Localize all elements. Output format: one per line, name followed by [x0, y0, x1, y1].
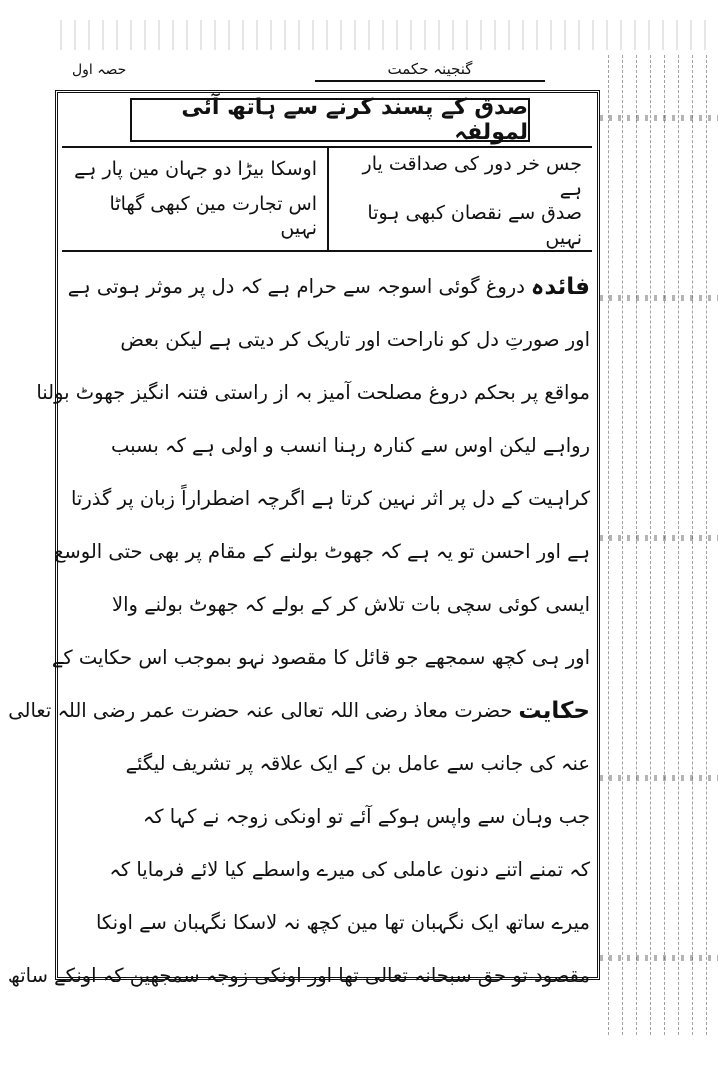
margin-scribble — [650, 55, 651, 1035]
margin-scribble — [664, 55, 665, 1035]
body-line-text: حضرت معاذ رضی اللہ تعالی عنہ حضرت عمر رضی اللہ تعالی — [8, 699, 513, 722]
page-noise — [60, 20, 710, 50]
body-line: عنہ کی جانب سے عامل بن کے ایک علاقہ پر تشریف لیگئے — [125, 752, 590, 775]
margin-scribble — [600, 115, 718, 121]
handwritten-margin-notes-icon — [600, 55, 718, 1035]
margin-scribble — [608, 55, 609, 1035]
verse-line: اوسکا بیڑا دو جہان مین پار ہے — [74, 157, 317, 180]
body-line — [8, 684, 590, 737]
body-line: اور ہی کچھ سمجھے جو قائل کا مقصود نہو بموجب اس حکایت کے — [51, 646, 590, 669]
body-line: ہے اور احسن تو یہ ہے کہ جھوٹ بولنے کے مقام پر بھی حتی الوسع — [54, 540, 590, 563]
body-line: کہ تمنے اتنے دنون عاملی کی میرے واسطے کیا لائے فرمایا کہ — [109, 858, 590, 881]
body-line — [68, 260, 590, 313]
margin-scribble — [678, 55, 679, 1035]
margin-scribble — [600, 775, 718, 781]
margin-scribble — [636, 55, 637, 1035]
heading-word-hikayat: حکایت — [518, 697, 590, 724]
verse-table — [62, 146, 592, 252]
margin-scribble — [600, 955, 718, 961]
margin-scribble — [622, 55, 623, 1035]
margin-scribble — [600, 535, 718, 541]
body-line-text: دروغ گوئی اسوجہ سے حرام ہے کہ دل پر موثر ہوتی ہے — [67, 275, 525, 298]
body-line: ایسی کوئی سچی بات تلاش کر کے بولے کہ جھوٹ بولنے والا — [112, 593, 590, 616]
body-line: جب وہان سے واپس ہوکے آئے تو اونکی زوجہ نے کہا کہ — [142, 805, 590, 828]
running-header-title: گنجینہ حکمت — [315, 60, 545, 82]
verse-column-right — [327, 148, 592, 250]
body-line: میرے ساتھ ایک نگہبان تھا مین کچھ نہ لاسکا نگہبان سے اونکا — [95, 911, 590, 934]
body-line: مقصود تو حق سبحانہ تعالی تھا اور اونکی زوجہ سمجھین کہ اونکے ساتھ — [7, 964, 590, 987]
section-title: صدق کے پسند کرنے سے ہاتھ آئی لمولفہ — [130, 98, 530, 142]
body-line: مواقع پر بحکم دروغ مصلحت آمیز بہ از راستی فتنہ انگیز جھوٹ بولنا — [36, 381, 590, 404]
body-text — [7, 260, 590, 1002]
running-header-part: حصہ اول — [72, 62, 127, 78]
margin-scribble — [600, 295, 718, 301]
body-line: کراہیت کے دل پر اثر نہین کرتا ہے اگرچہ اضطراراً زبان پر گذرتا — [70, 487, 590, 510]
margin-scribble — [692, 55, 693, 1035]
margin-scribble — [706, 55, 707, 1035]
body-line: اور صورتِ دل کو ناراحت اور تاریک کر دیتی ہے لیکن بعض — [120, 328, 590, 351]
verse-line: اس تجارت مین کبھی گھاٹا نہیں — [109, 192, 317, 240]
body-line: رواہے لیکن اوس سے کنارہ رہنا انسب و اولی ہے کہ بسبب — [111, 434, 590, 457]
verse-line: جس خر دور کی صداقت یار ہے — [362, 153, 582, 200]
verse-column-left — [62, 148, 327, 250]
verse-line: صدق سے نقصان کبھی ہوتا نہیں — [367, 202, 582, 250]
lead-word-faida: فائدہ — [530, 273, 590, 300]
